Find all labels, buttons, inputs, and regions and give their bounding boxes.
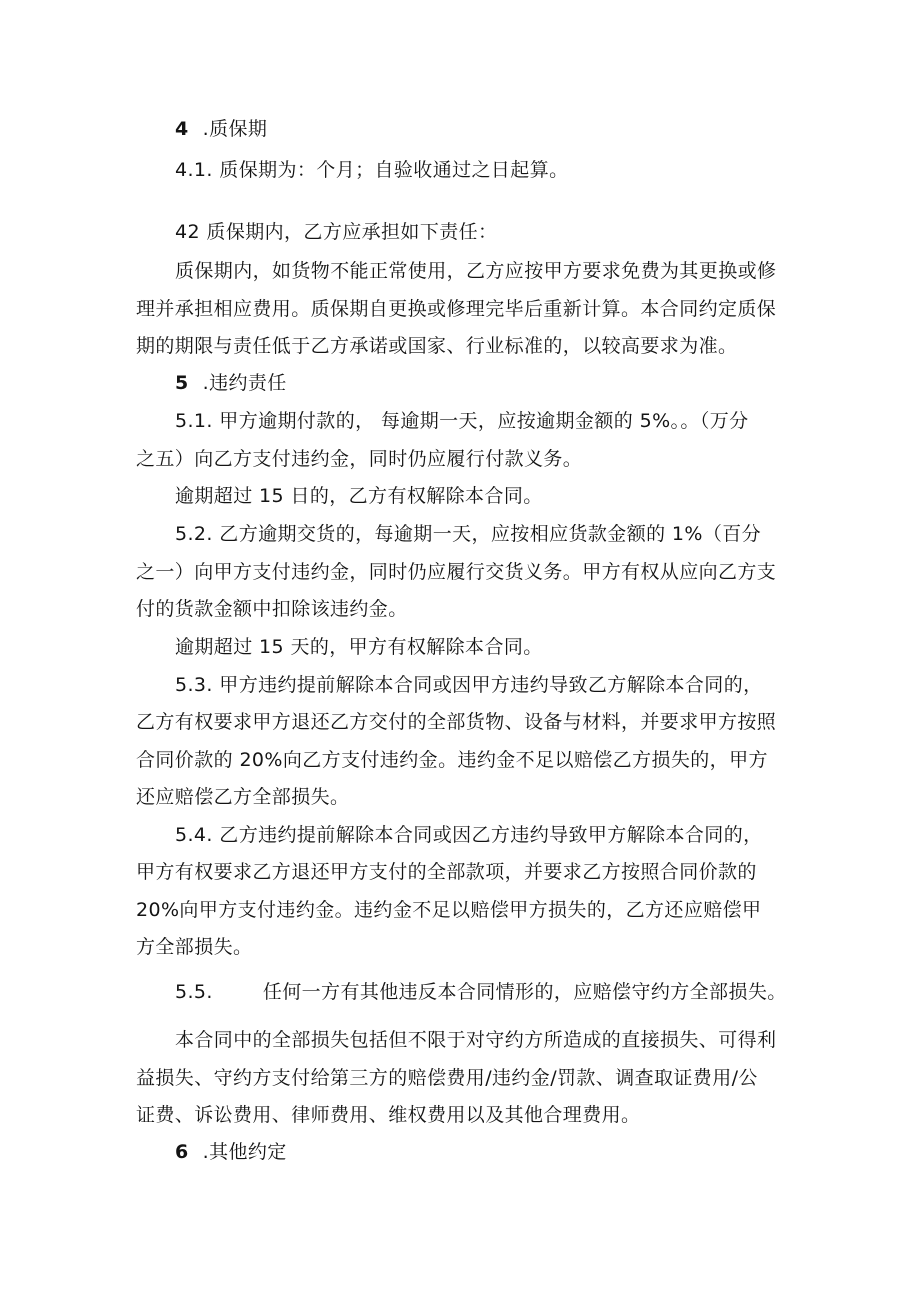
clause-5-2-line: 付的货款金额中扣除该违约金。 xyxy=(136,598,408,620)
clause-5-3-line: 5.3. 甲方违约提前解除本合同或因甲方违约导致乙方解除本合同的， xyxy=(175,674,763,696)
section-number: 4 xyxy=(175,118,189,140)
clause-number: 5.5. xyxy=(175,981,213,1003)
clause-5-4-line: 20%向甲方支付违约金。违约金不足以赔偿甲方损失的，乙方还应赔偿甲 xyxy=(136,899,762,921)
clause-5-1-line: 5.1. 甲方逾期付款的， 每逾期一天，应按逾期金额的 5%。。（万分 xyxy=(175,410,749,432)
paragraph-line: 期的期限与责任低于乙方承诺或国家、行业标准的，以较高要求为准。 xyxy=(136,335,738,357)
clause-5-3-line: 合同价款的 20%向乙方支付违约金。违约金不足以赔偿乙方损失的，甲方 xyxy=(136,749,768,771)
clause-5-2-termination: 逾期超过 15 天的，甲方有权解除本合同。 xyxy=(175,636,543,658)
clause-5-4-line: 5.4. 乙方违约提前解除本合同或因乙方违约导致甲方解除本合同的， xyxy=(175,824,763,846)
section-number: 5 xyxy=(175,372,189,394)
clause-5-2-line: 5.2. 乙方逾期交货的，每逾期一天，应按相应货款金额的 1%（百分 xyxy=(175,523,762,545)
losses-paragraph-line: 本合同中的全部损失包括但不限于对守约方所造成的直接损失、可得利 xyxy=(175,1029,777,1051)
clause-4-2: 42 质保期内，乙方应承担如下责任： xyxy=(175,221,498,243)
section-number: 6 xyxy=(175,1141,189,1163)
clause-5-4-line: 方全部损失。 xyxy=(136,936,253,958)
section-6-heading xyxy=(175,1140,835,1164)
section-title: .其他约定 xyxy=(202,1141,287,1163)
section-title: .质保期 xyxy=(202,118,268,140)
losses-paragraph-line: 证费、诉讼费用、律师费用、维权费用以及其他合理费用。 xyxy=(136,1104,641,1126)
section-title: .违约责任 xyxy=(202,372,287,394)
clause-5-1-line: 之五）向乙方支付违约金，同时仍应履行付款义务。 xyxy=(136,448,583,470)
section-5-heading xyxy=(175,371,835,395)
clause-5-1-termination: 逾期超过 15 日的，乙方有权解除本合同。 xyxy=(175,485,543,507)
clause-5-3-line: 还应赔偿乙方全部损失。 xyxy=(136,786,350,808)
losses-paragraph-line: 益损失、守约方支付给第三方的赔偿费用/违约金/罚款、调查取证费用/公 xyxy=(136,1067,758,1089)
clause-4-1: 4.1. 质保期为：个月；自验收通过之日起算。 xyxy=(175,159,569,181)
clause-text: 任何一方有其他违反本合同情形的，应赔偿守约方全部损失。 xyxy=(262,981,787,1003)
paragraph-line: 理并承担相应费用。质保期自更换或修理完毕后重新计算。本合同约定质保 xyxy=(136,298,777,320)
clause-5-2-line: 之一）向甲方支付违约金，同时仍应履行交货义务。甲方有权从应向乙方支 xyxy=(136,561,777,583)
clause-5-5 xyxy=(175,980,835,1004)
clause-5-3-line: 乙方有权要求甲方退还乙方交付的全部货物、设备与材料，并要求甲方按照 xyxy=(136,711,777,733)
paragraph-line: 质保期内，如货物不能正常使用，乙方应按甲方要求免费为其更换或修 xyxy=(175,260,777,282)
clause-5-4-line: 甲方有权要求乙方退还甲方支付的全部款项，并要求乙方按照合同价款的 xyxy=(136,861,757,883)
section-4-heading xyxy=(175,117,835,141)
